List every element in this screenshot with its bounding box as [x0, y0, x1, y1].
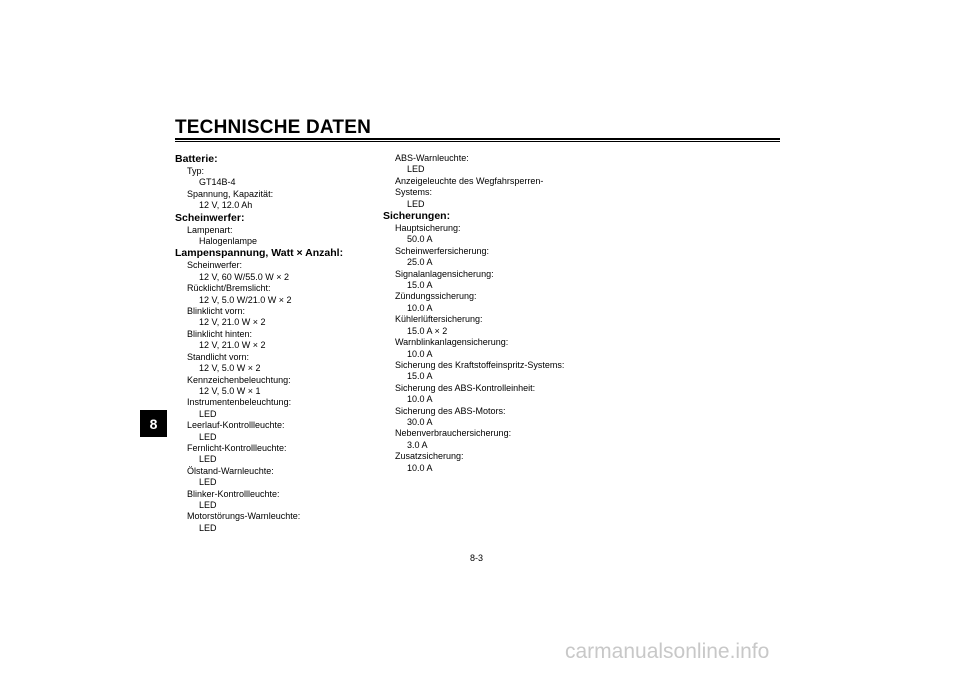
bulbs-heading: Lampenspannung, Watt × Anzahl: — [175, 247, 344, 260]
watermark: carmanualsonline.info — [565, 640, 770, 663]
fuse-label: Hauptsicherung: — [395, 223, 461, 234]
bulb-label: Rücklicht/Bremslicht: — [187, 283, 271, 294]
bulb-value: LED — [407, 164, 425, 175]
battery-type-value: GT14B-4 — [199, 177, 236, 188]
fuse-value: 10.0 A — [407, 394, 433, 405]
bulb-label: Blinklicht vorn: — [187, 306, 246, 317]
battery-type-label: Typ: — [187, 166, 205, 176]
bulb-value: 12 V, 21.0 W × 2 — [199, 317, 266, 328]
bulb-label: Leerlauf-Kontrollleuchte: — [187, 420, 285, 431]
headlight-bulb-label: Lampenart: — [187, 224, 233, 235]
fuse-value: 3.0 A — [407, 439, 428, 450]
fuse-label: Signalanlagensicherung: — [395, 268, 494, 279]
bulb-value: 12 V, 5.0 W × 2 — [199, 363, 261, 374]
spec-column-right — [383, 153, 583, 474]
bulb-label: ABS-Warnleuchte: — [395, 153, 469, 163]
bulb-value: 12 V, 5.0 W × 1 — [199, 385, 261, 396]
bulb-value: LED — [199, 431, 217, 442]
headlight-heading: Scheinwerfer: — [175, 211, 245, 224]
bulb-value: LED — [199, 499, 217, 510]
title-rule-thick — [175, 138, 780, 140]
title-rule-thin — [175, 141, 780, 142]
fuse-value: 10.0 A — [407, 302, 433, 313]
bulb-label: Scheinwerfer: — [187, 260, 243, 271]
bulb-value: LED — [199, 522, 217, 533]
fuse-label: Kühlerlüftersicherung: — [395, 314, 483, 325]
bulb-label: Kennzeichenbeleuchtung: — [187, 374, 291, 385]
bulb-label: Motorstörungs-Warnleuchte: — [187, 511, 301, 522]
bulb-value: LED — [199, 477, 217, 488]
bulb-label: Anzeigeleuchte des Wegfahrsperren-Systems: — [395, 175, 544, 198]
bulb-label: Instrumentenbeleuchtung: — [187, 397, 292, 408]
spec-column-left — [175, 153, 370, 534]
battery-capacity-label: Spannung, Kapazität: — [187, 188, 274, 199]
battery-capacity-value: 12 V, 12.0 Ah — [199, 200, 253, 211]
fuses-heading: Sicherungen: — [383, 210, 451, 223]
fuse-value: 25.0 A — [407, 257, 433, 268]
fuse-label: Nebenverbrauchersicherung: — [395, 428, 512, 439]
bulb-label: Standlicht vorn: — [187, 351, 250, 362]
fuse-label: Zündungssicherung: — [395, 291, 477, 302]
page-number: 8-3 — [470, 553, 484, 563]
bulb-label: Ölstand-Warnleuchte: — [187, 465, 274, 476]
headlight-bulb-value: Halogenlampe — [199, 236, 258, 247]
bulb-value: LED — [199, 408, 217, 419]
bulb-label: Fernlicht-Kontrollleuchte: — [187, 442, 287, 453]
fuse-value: 15.0 A — [407, 371, 433, 382]
bulb-value: LED — [407, 198, 425, 209]
fuse-label: Sicherung des Kraftstoffeinspritz-Systems: — [395, 359, 565, 370]
fuse-value: 10.0 A — [407, 348, 433, 359]
fuse-label: Warnblinkanlagensicherung: — [395, 337, 509, 348]
fuse-label: Sicherung des ABS-Kontrolleinheit: — [395, 382, 536, 393]
bulb-label: Blinker-Kontrollleuchte: — [187, 488, 280, 499]
fuse-value: 15.0 A × 2 — [407, 325, 448, 336]
fuse-value: 50.0 A — [407, 234, 433, 245]
fuse-label: Zusatzsicherung: — [395, 451, 464, 462]
fuse-label: Scheinwerfersicherung: — [395, 245, 490, 256]
bulb-value: 12 V, 5.0 W/21.0 W × 2 — [199, 294, 292, 305]
page-title: TECHNISCHE DATEN — [175, 117, 372, 138]
battery-heading: Batterie: — [175, 153, 218, 165]
fuse-value: 10.0 A — [407, 462, 433, 473]
bulb-value: 12 V, 60 W/55.0 W × 2 — [199, 271, 289, 282]
fuse-value: 30.0 A — [407, 416, 433, 427]
bulb-value: LED — [199, 454, 217, 465]
fuse-label: Sicherung des ABS-Motors: — [395, 405, 506, 416]
bulb-value: 12 V, 21.0 W × 2 — [199, 340, 266, 351]
bulb-label: Blinklicht hinten: — [187, 328, 253, 339]
fuse-value: 15.0 A — [407, 280, 433, 291]
chapter-tab: 8 — [140, 410, 167, 437]
